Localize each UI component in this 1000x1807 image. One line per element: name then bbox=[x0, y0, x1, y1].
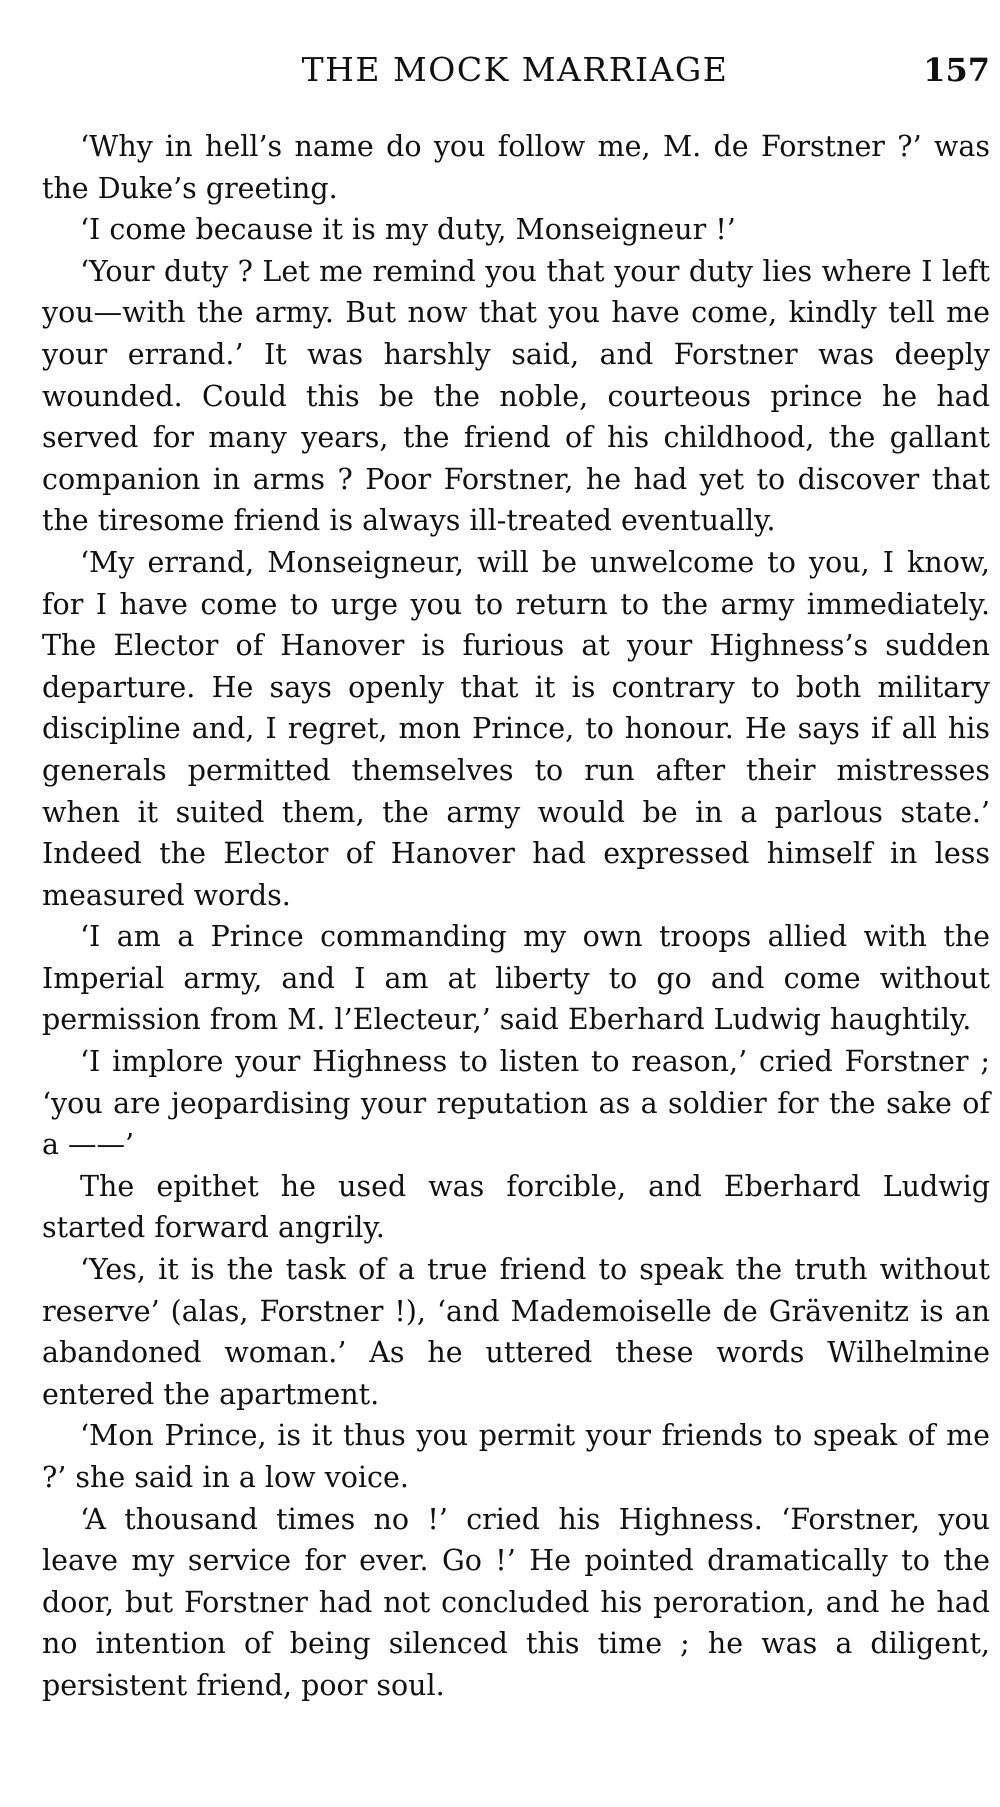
running-head bbox=[40, 48, 990, 92]
paragraph: ‘Your duty ? Let me remind you that your duty lies where I left you—with the army. But now that you have come, kindly tell me your errand.’ It was harshly said, and Forstner was deeply wounded. Could this be the noble, courteous prince he had served for many years, the friend of his childhood, the gallant companion in arms ? Poor Forstner, he had yet to discover that the tiresome friend is always ill-treated eventually. bbox=[42, 254, 990, 538]
body-text bbox=[42, 126, 990, 1707]
paragraph: ‘Mon Prince, is it thus you permit your friends to speak of me ?’ she said in a low voice. bbox=[42, 1419, 990, 1494]
paragraph: ‘I implore your Highness to listen to reason,’ cried Forstner ; ‘you are jeopardising your reputation as a soldier for the sake of a ——’ bbox=[42, 1045, 990, 1162]
paragraph: ‘I come because it is my duty, Monseigneur !’ bbox=[80, 213, 736, 247]
paragraph: ‘Why in hell’s name do you follow me, M. de Forstner ?’ was the Duke’s greeting. bbox=[42, 130, 990, 205]
paragraph: ‘I am a Prince commanding my own troops allied with the Imperial army, and I am at liberty to go and come without permission from M. l’Electeur,’ said Eberhard Ludwig haughtily. bbox=[42, 920, 990, 1037]
running-title: THE MOCK MARRIAGE bbox=[301, 50, 729, 89]
paragraph: The epithet he used was forcible, and Eberhard Ludwig started forward angrily. bbox=[42, 1169, 990, 1245]
paragraph: ‘A thousand times no !’ cried his Highness. ‘Forstner, you leave my service for ever. Go !’ He pointed dramatically to the door, but Forstner had not concluded his peroration, and he had no intention of being silenced this time ; he was a diligent, persistent friend, poor soul. bbox=[42, 1502, 990, 1702]
paragraph: ‘My errand, Monseigneur, will be unwelcome to you, I know, for I have come to urge you to return to the army immediately. The Elector of Hanover is furious at your Highness’s sudden departure. He says openly that it is contrary to both military discipline and, I regret, mon Prince, to honour. He says if all his generals permitted themselves to run after their mistresses when it suited them, the army would be in a parlous state.’ Indeed the Elector of Hanover had expressed himself in less measured words. bbox=[42, 545, 990, 912]
page-number: 157 bbox=[923, 51, 990, 89]
paragraph: ‘Yes, it is the task of a true friend to speak the truth without reserve’ (alas, Forstner !), ‘and Mademoiselle de Grävenitz is an abandoned woman.’ As he uttered these words Wilhelmine entered the apartment. bbox=[42, 1253, 990, 1411]
